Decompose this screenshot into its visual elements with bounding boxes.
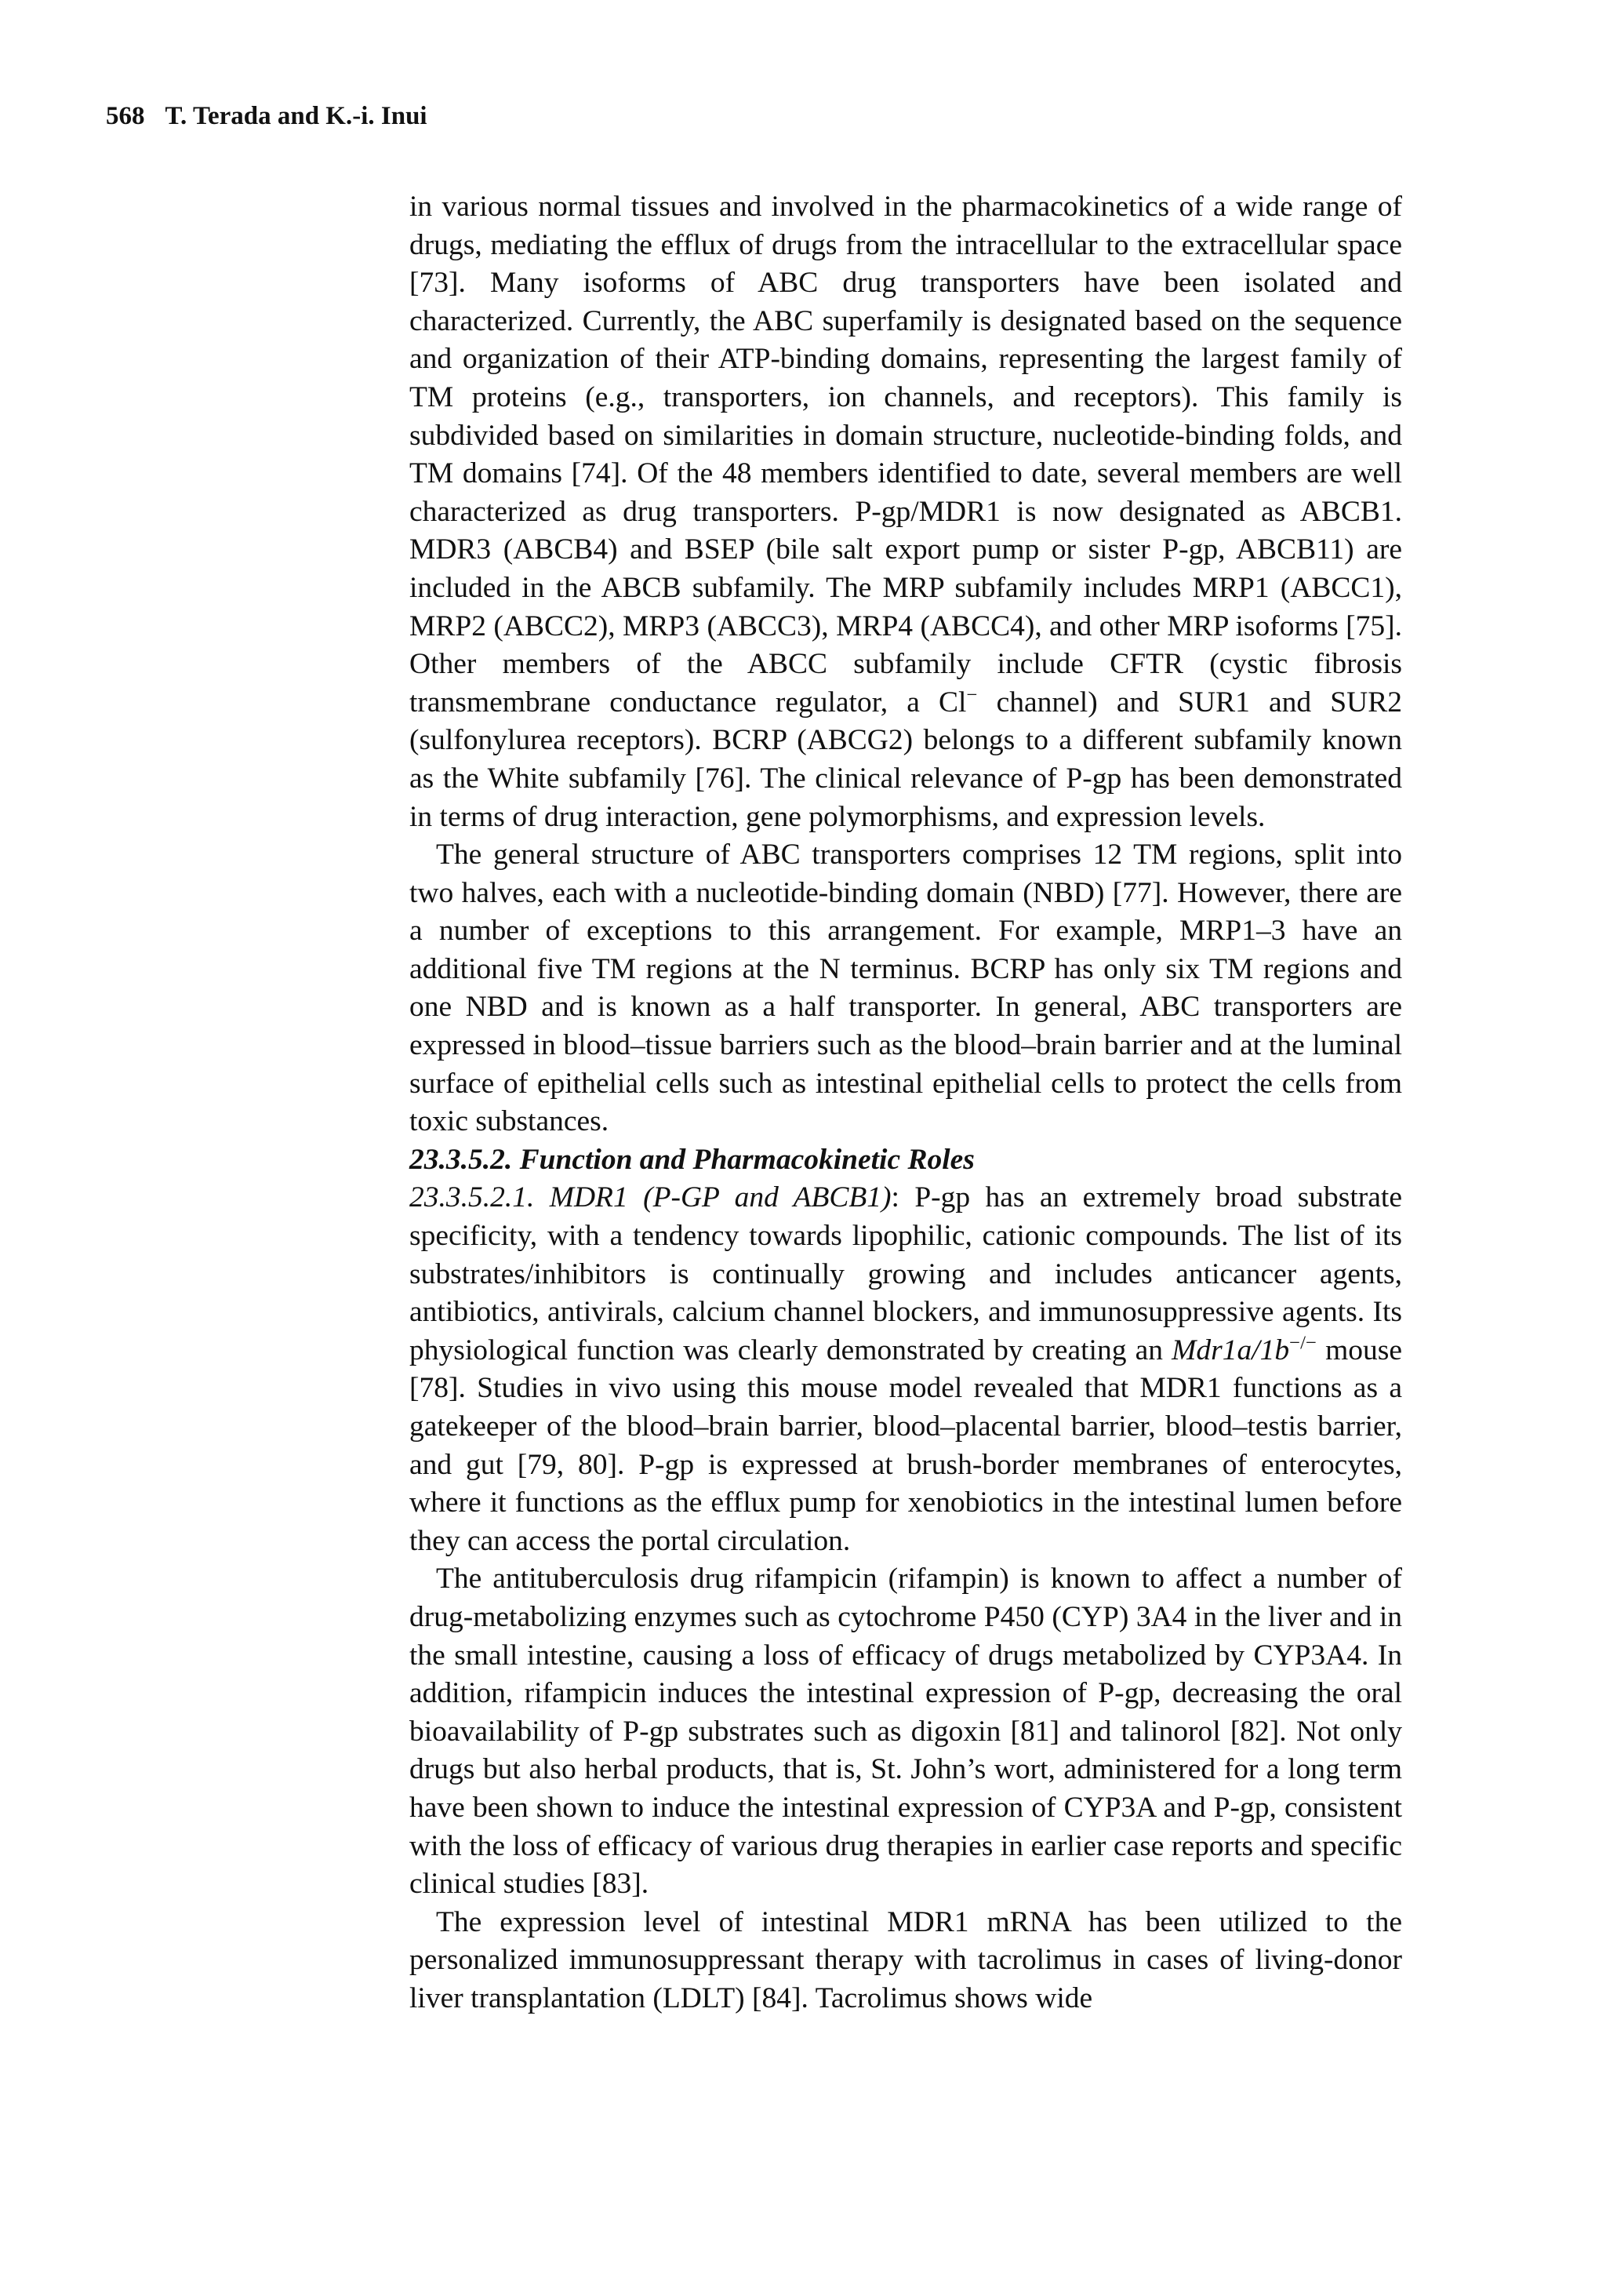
- paragraph-abc-superfamily-text: in various normal tissues and involved in the pharmacokinetics of a wide range of drugs, mediating the efflux of drugs from the intracellular to the extracellular space [73]. Many isoforms of ABC drug transporters have been isolated and characterized. Currently, the ABC superfamily is designated based on the sequence and organization of their ATP-binding domains, representing the largest family of TM proteins (e.g., transporters, ion channels, and receptors). This family is subdivided based on similarities in domain structure, nucleotide-binding folds, and TM domains [74]. Of the 48 members identified to date, several members are well characterized as drug transporters. P-gp/MDR1 is now designated as ABCB1. MDR3 (ABCB4) and BSEP (bile salt export pump or sister P-gp, ABCB11) are included in the ABCB subfamily. The MRP subfamily includes MRP1 (ABCC1), MRP2 (ABCC2), MRP3 (ABCC3), MRP4 (ABCC4), and other MRP isoforms [75]. Other members of the ABCC subfamily include CFTR (cystic fibrosis transmembrane conductance regulator, a Cl: [409, 191, 1402, 719]
- paragraph-abc-superfamily-tail: channel) and SUR1 and SUR2 (sulfonylurea receptors). BCRP (ABCG2) belongs to a different subfamily known as the White subfamily [76]. The clinical relevance of P-gp has been demonstrated in terms of drug interaction, gene polymorphisms, and expression levels.: [409, 686, 1402, 833]
- paragraph-abc-structure: The general structure of ABC transporters comprises 12 TM regions, split into two halves, each with a nucleotide-binding domain (NBD) [77]. However, there are a number of exceptions to this arrangement. For example, MRP1–3 have an additional five TM regions at the N terminus. BCRP has only six TM regions and one NBD and is known as a half transporter. In general, ABC transporters are expressed in blood–tissue barriers such as the blood–brain barrier and at the luminal surface of epithelial cells such as intestinal epithelial cells to protect the cells from toxic substances.: [409, 839, 1402, 1138]
- paragraph-mdr1-text-a: : P-gp has an extremely broad substrate specificity, with a tendency towards lipophilic, cationic compounds. The list of its substrates/inhibitors is continually growing and includes anticancer agents, antibiotics, antivirals, calcium channel blockers, and immunosuppressive agents. Its physiological function was clearly demonstrated by creating an: [409, 1181, 1402, 1366]
- paragraph-abc-superfamily: [409, 188, 1402, 836]
- page-number: 568: [106, 102, 145, 130]
- paragraph-mdr1-mrna: The expression level of intestinal MDR1 mRNA has been utilized to the personalized immunosuppressant therapy with tacrolimus in cases of living-donor liver transplantation (LDLT) [84]. Tacrolimus shows wide: [409, 1905, 1402, 2014]
- knockout-superscript: −/−: [1289, 1332, 1317, 1354]
- section-heading: 23.3.5.2. Function and Pharmacokinetic Roles: [409, 1143, 975, 1176]
- paragraph-mdr1-text-b: mouse [78]. Studies in vivo using this mouse model revealed that MDR1 functions as a gatekeeper of the blood–brain barrier, blood–placental barrier, blood–testis barrier, and gut [79, 80]. P-gp is expressed at brush-border membranes of enterocytes, where it functions as the efflux pump for xenobiotics in the intestinal lumen before they can access the portal circulation.: [409, 1334, 1402, 1557]
- chloride-superscript: −: [966, 684, 978, 706]
- mouse-gene-name: Mdr1a/1b: [1172, 1334, 1290, 1366]
- running-header-authors: T. Terada and K.-i. Inui: [165, 102, 427, 130]
- paragraph-rifampicin: The antituberculosis drug rifampicin (rifampin) is known to affect a number of drug-metabolizing enzymes such as cytochrome P450 (CYP) 3A4 in the liver and in the small intestine, causing a loss of efficacy of drugs metabolized by CYP3A4. In addition, rifampicin induces the intestinal expression of P-gp, decreasing the oral bioavailability of P-gp substrates such as digoxin [81] and talinorol [82]. Not only drugs but also herbal products, that is, St. John’s wort, administered for a long term have been shown to induce the intestinal expression of CYP3A and P-gp, consistent with the loss of efficacy of various drug therapies in earlier case reports and specific clinical studies [83].: [409, 1563, 1402, 1901]
- body-text: [409, 188, 1402, 2018]
- running-header: [106, 100, 427, 132]
- subsection-heading: 23.3.5.2.1. MDR1 (P-GP and ABCB1): [409, 1181, 892, 1214]
- paragraph-mdr1: [409, 1179, 1402, 1560]
